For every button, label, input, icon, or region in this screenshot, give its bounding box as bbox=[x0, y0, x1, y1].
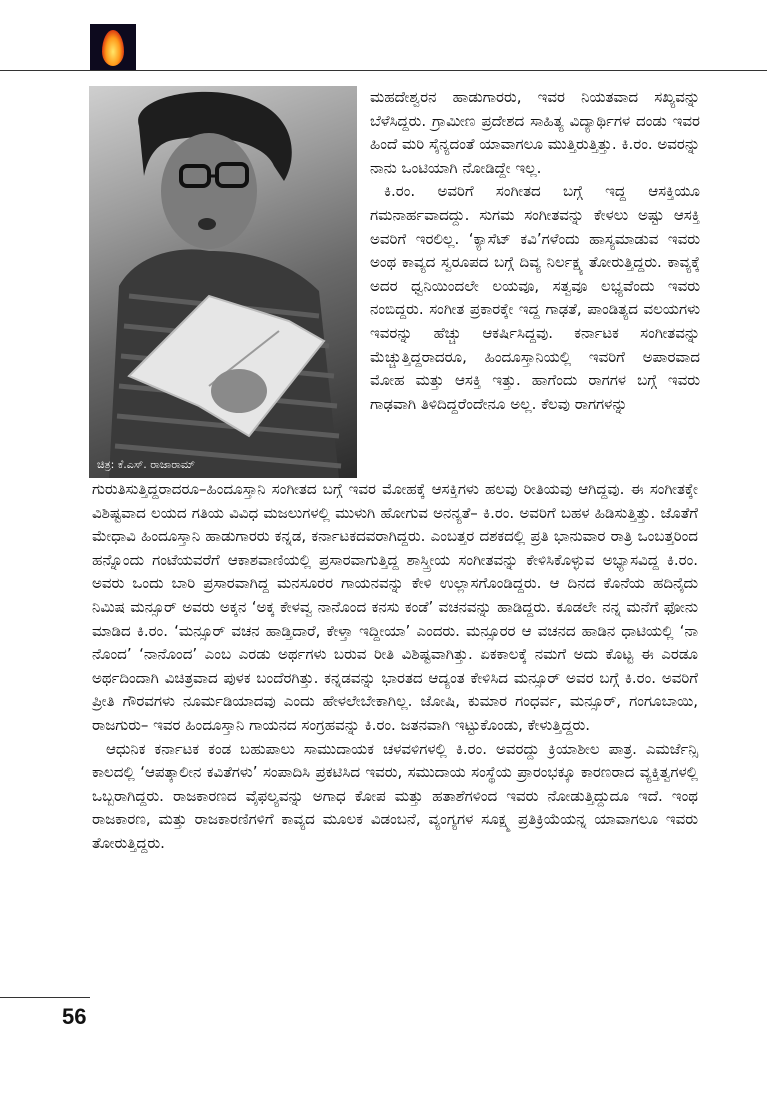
author-photo bbox=[89, 86, 357, 478]
paragraph: ಗುರುತಿಸುತ್ತಿದ್ದರಾದರೂ–ಹಿಂದೂಸ್ತಾನಿ ಸಂಗೀತದ ಬಗ್ಗೆ ಇವರ ಮೋಹಕ್ಕೆ ಆಸಕ್ತಿಗಳು ಹಲವು ರೀತಿಯವು ಆಗಿದ್ದವು. ಈ ಸಂಗೀತಕ್ಕೇ ವಿಶಿಷ್ಟವಾದ ಲಯದ ಗತಿಯ ವಿವಿಧ ಮಜಲುಗಳಲ್ಲಿ ಮುಳುಗಿ ಹೋಗುವ ಅನನ್ಯತೆ– ಕಿ.ರಂ. ಅವರಿಗೆ ಬಹಳ ಹಿಡಿಸುತ್ತಿತ್ತು. ಜೊತೆಗೆ ಮೇಧಾವಿ ಹಿಂದೂಸ್ತಾನಿ ಹಾಡುಗಾರರು ಕನ್ನಡ, ಕರ್ನಾಟಕದವರಾಗಿದ್ದರು. ಎಂಬತ್ತರ ದಶಕದಲ್ಲಿ ಪ್ರತಿ ಭಾನುವಾರ ರಾತ್ರಿ ಒಂಬತ್ತರಿಂದ ಹನ್ನೊಂದು ಗಂಟೆಯವರೆಗೆ ಆಕಾಶವಾಣಿಯಲ್ಲಿ ಪ್ರಸಾರವಾಗುತ್ತಿದ್ದ ಶಾಸ್ತ್ರೀಯ ಸಂಗೀತವನ್ನು ಕೇಳಿಸಿಕೊಳ್ಳುವ ಅಭ್ಯಾಸವಿದ್ದ ಕಿ.ರಂ. ಅವರು ಒಂದು ಬಾರಿ ಪ್ರಸಾರವಾಗಿದ್ದ ಮನಸೂರರ ಗಾಯನವನ್ನು ಕೇಳಿ ಉಲ್ಲಾಸಗೊಂಡಿದ್ದರು. ಆ ದಿನದ ಕೊನೆಯ ಹದಿನೈದು ನಿಮಿಷ ಮನ್ಸೂರ್ ಅವರು ಅಕ್ಕನ ‘ಅಕ್ಕ ಕೇಳವ್ವ ನಾನೊಂದ ಕನಸು ಕಂಡೆ’ ವಚನವನ್ನು ಹಾಡಿದ್ದರು. ಕೂಡಲೇ ನನ್ನ ಮನೆಗೆ ಫೋನು ಮಾಡಿದ ಕಿ.ರಂ. ‘ಮನ್ಸೂರ್ ವಚನ ಹಾಡ್ತಿದಾರೆ, ಕೇಳ್ತಾ ಇದ್ದೀಯಾ’ ಎಂದರು. ಮನ್ಸೂರರ ಆ ವಚನದ ಹಾಡಿನ ಧಾಟಿಯಲ್ಲಿ ‘ನಾ ನೊಂದ’ ‘ನಾನೊಂದ’ ಎಂಬ ಎರಡು ಅರ್ಥಗಳು ಬರುವ ರೀತಿ ವಿಶಿಷ್ಟವಾಗಿತ್ತು. ಏಕಕಾಲಕ್ಕೆ ನಮಗೆ ಅದು ಕೊಟ್ಟ ಈ ಎರಡೂ ಅರ್ಥದಿಂದಾಗಿ ವಿಚಿತ್ರವಾದ ಪುಳಕ ಬಂದೆರಗಿತ್ತು. ಕನ್ನಡವನ್ನು ಭಾರತದ ಆದ್ಯಂತ ಕೇಳಿಸಿದ ಮನ್ಸೂರ್ ಅವರ ಬಗ್ಗೆ ಕಿ.ರಂ. ಅವರಿಗೆ ಪ್ರೀತಿ ಗೌರವಗಳು ನೂರ್ಮಡಿಯಾದವು ಎಂದು ಹೇಳಲೇಬೇಕಾಗಿಲ್ಲ. ಜೋಷಿ, ಕುಮಾರ ಗಂಧರ್ವ, ಮನ್ಸೂರ್, ಗಂಗೂಬಾಯಿ, ರಾಜಗುರು– ಇವರ ಹಿಂದೂಸ್ತಾನಿ ಗಾಯನದ ಸಂಗ್ರಹವನ್ನು ಕಿ.ರಂ. ಜತನವಾಗಿ ಇಟ್ಟುಕೊಂಡು, ಕೇಳುತ್ತಿದ್ದರು. bbox=[92, 480, 698, 734]
photo-credit: ಚಿತ್ರ: ಕೆ.ಎಸ್. ರಾಜಾರಾಮ್ bbox=[97, 458, 195, 471]
paragraph: ಮಹದೇಶ್ವರನ ಹಾಡುಗಾರರು, ಇವರ ನಿಯತವಾದ ಸಖ್ಯವನ್ನು ಬೆಳೆಸಿದ್ದರು. ಗ್ರಾಮೀಣ ಪ್ರದೇಶದ ಸಾಹಿತ್ಯ ವಿದ್ಯಾರ್ಥಿಗಳ ದಂಡು ಇವರ ಹಿಂದೆ ಮರಿ ಸೈನ್ಯದಂತೆ ಯಾವಾಗಲೂ ಮುತ್ತಿರುತ್ತಿತ್ತು. ಕಿ.ರಂ. ಅವರನ್ನು ನಾನು ಒಂಟಿಯಾಗಿ ನೋಡಿದ್ದೇ ಇಲ್ಲ. bbox=[370, 88, 700, 177]
page-number: 56 bbox=[62, 1004, 87, 1029]
paragraph: ಕಿ.ರಂ. ಅವರಿಗೆ ಸಂಗೀತದ ಬಗ್ಗೆ ಇದ್ದ ಆಸಕ್ತಿಯೂ ಗಮನಾರ್ಹವಾದದ್ದು. ಸುಗಮ ಸಂಗೀತವನ್ನು ಕೇಳಲು ಅಷ್ಟು ಆಸಕ್ತಿ ಅವರಿಗೆ ಇರಲಿಲ್ಲ. ‘ಕ್ಯಾಸೆಟ್ ಕವಿ’ಗಳೆಂದು ಹಾಸ್ಯಮಾಡುವ ಇವರು ಅಂಥ ಕಾವ್ಯದ ಸ್ವರೂಪದ ಬಗ್ಗೆ ದಿವ್ಯ ನಿರ್ಲಕ್ಷ್ಯ ತೋರುತ್ತಿದ್ದರು. ಕಾವ್ಯಕ್ಕೆ ಅದರ ಧ್ವನಿಯಿಂದಲೇ ಲಯವೂ, ಸತ್ವವೂ ಲಭ್ಯವೆಂದು ಇವರು ನಂಬಿದ್ದರು. ಸಂಗೀತ ಪ್ರಕಾರಕ್ಕೇ ಇದ್ದ ಗಾಢತೆ, ಪಾಂಡಿತ್ಯದ ವಲಯಗಳು ಇವರನ್ನು ಹೆಚ್ಚು ಆಕರ್ಷಿಸಿದ್ದವು. ಕರ್ನಾಟಕ ಸಂಗೀತವನ್ನು ಮೆಚ್ಚುತ್ತಿದ್ದರಾದರೂ, ಹಿಂದೂಸ್ತಾನಿಯಲ್ಲಿ ಇವರಿಗೆ ಅಪಾರವಾದ ಮೋಹ ಮತ್ತು ಆಸಕ್ತಿ ಇತ್ತು. ಹಾಗೆಂದು ರಾಗಗಳ ಬಗ್ಗೆ ಇವರು ಗಾಢವಾಗಿ ತಿಳಿದಿದ್ದರೆಂದೇನೂ ಅಲ್ಲ. ಕೆಲವು ರಾಗಗಳನ್ನು bbox=[370, 182, 700, 413]
header-rule bbox=[0, 70, 767, 71]
footer-rule bbox=[0, 997, 90, 998]
article-column bbox=[370, 86, 700, 416]
magazine-logo bbox=[90, 24, 136, 70]
portrait-illustration bbox=[89, 86, 357, 478]
paragraph: ಆಧುನಿಕ ಕರ್ನಾಟಕ ಕಂಡ ಬಹುಪಾಲು ಸಾಮುದಾಯಕ ಚಳವಳಿಗಳಲ್ಲಿ ಕಿ.ರಂ. ಅವರದ್ದು ಕ್ರಿಯಾಶೀಲ ಪಾತ್ರ. ಎಮರ್ಜೆನ್ಸಿ ಕಾಲದಲ್ಲಿ ‘ಆಪತ್ಕಾಲೀನ ಕವಿತೆಗಳು’ ಸಂಪಾದಿಸಿ ಪ್ರಕಟಿಸಿದ ಇವರು, ಸಮುದಾಯ ಸಂಸ್ಥೆಯ ಪ್ರಾರಂಭಕ್ಕೂ ಕಾರಣರಾದ ವ್ಯಕ್ತಿತ್ವಗಳಲ್ಲಿ ಒಬ್ಬರಾಗಿದ್ದರು. ರಾಜಕಾರಣದ ವೈಫಲ್ಯವನ್ನು ಅಗಾಧ ಕೋಪ ಮತ್ತು ಹತಾಶೆಗಳಿಂದ ಇವರು ನೋಡುತ್ತಿದ್ದುದೂ ಇದೆ. ಇಂಥ ರಾಜಕಾರಣ, ಮತ್ತು ರಾಜಕಾರಣಿಗಳಿಗೆ ಕಾವ್ಯದ ಮೂಲಕ ವಿಡಂಬನೆ, ವ್ಯಂಗ್ಯಗಳ ಸೂಕ್ಷ್ಮ ಪ್ರತಿಕ್ರಿಯೆಯನ್ನ ಯಾವಾಗಲೂ ಇವರು ತೋರುತ್ತಿದ್ದರು. bbox=[92, 739, 698, 852]
article-body bbox=[92, 478, 698, 856]
flame-icon bbox=[102, 30, 124, 66]
